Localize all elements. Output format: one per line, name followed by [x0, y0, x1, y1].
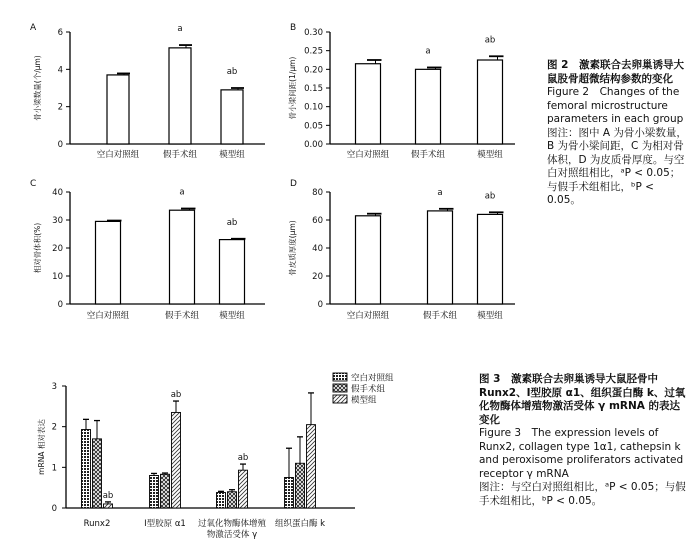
fig3-legend-swatch: [333, 384, 347, 392]
panel-a-bar: [169, 48, 191, 144]
fig3-category-label: Ⅰ型胶原 α1: [144, 519, 186, 529]
panel-a-letter: A: [30, 23, 37, 33]
fig3-y-axis-label: mRNA 相对表达: [37, 419, 46, 475]
panel-b-y-tick-label: 0.10: [304, 102, 323, 113]
panel-b-y-tick-label: 0.25: [304, 46, 323, 57]
fig3-y-tick-label: 0: [51, 504, 57, 514]
panel-c-category-label: 模型组: [219, 311, 245, 321]
panel-c-bar: [220, 240, 245, 304]
panel-c-y-tick-label: 0: [57, 300, 63, 310]
panel-c-y-tick-label: 20: [52, 244, 63, 254]
panel-d-category-label: 假手术组: [422, 311, 458, 321]
panel-b-category-label: 假手术组: [410, 150, 446, 160]
panel-b-bar: [416, 69, 441, 144]
fig3-bar: [296, 463, 305, 508]
fig3-bar: [161, 474, 170, 508]
panel-c-significance-label: a: [179, 187, 185, 198]
panel-c-y-axis-label: 相对骨体积(%): [33, 222, 42, 274]
panel-c-category-label: 假手术组: [164, 311, 200, 321]
fig3-significance-label: ab: [170, 390, 182, 401]
panel-d-bar: [428, 211, 453, 304]
panel-d-significance-label: a: [437, 187, 443, 198]
figure-2-note: 图注：图中 A 为骨小梁数量，B 为骨小梁间距，C 为相对骨体积，D 为皮质骨厚度。与空白对照组相比，ᵃP < 0.05；与假手术组相比，ᵇP < 0.05。: [547, 126, 687, 206]
panel-b-y-tick-label: 0.05: [304, 121, 323, 132]
panel-a-bar: [107, 75, 129, 144]
panel-d-category-label: 空白对照组: [346, 311, 390, 321]
panel-d-y-tick-label: 40: [312, 244, 323, 254]
fig3-legend-label: 模型组: [351, 395, 377, 406]
panel-a-significance-label: ab: [226, 67, 238, 77]
fig3-category-label: 过氧化物酶体增殖: [197, 519, 267, 529]
panel-c-y-tick-label: 30: [52, 216, 63, 226]
panel-c-letter: C: [30, 179, 37, 189]
fig3-bar: [217, 493, 226, 508]
fig3-category-label: 物激活受体 γ: [206, 530, 258, 540]
fig3-category-label: 组织蛋白酶 k: [274, 519, 326, 529]
figure-3-caption: [479, 373, 689, 508]
panel-c-bar: [96, 221, 121, 304]
panel-d-y-tick-label: 60: [312, 216, 323, 226]
panel-b-y-axis-label: 骨小梁间距(1/μm): [288, 56, 297, 120]
fig3-bar: [285, 478, 294, 509]
figure-3-title-cn: 图 3 激素联合去卵巢诱导大鼠胫骨中 Runx2、Ⅰ型胶原 α1、组织蛋白酶 k、过氧化物酶体增殖物激活受体 γ mRNA 的表达变化: [479, 373, 686, 426]
fig3-significance-label: ab: [237, 453, 249, 464]
panel-a-y-tick-label: 0: [57, 140, 63, 150]
fig3-bar: [228, 492, 237, 508]
fig3-bar: [239, 470, 248, 508]
fig3-y-tick-label: 1: [51, 463, 57, 474]
panel-a-category-label: 空白对照组: [96, 150, 140, 160]
panel-c-y-tick-label: 40: [52, 188, 63, 198]
panel-a-y-tick-label: 6: [57, 28, 63, 38]
panel-c-category-label: 空白对照组: [86, 311, 130, 321]
panel-b-category-label: 空白对照组: [346, 150, 390, 160]
panel-c-y-tick-label: 10: [52, 272, 63, 282]
fig3-significance-label: ab: [102, 490, 114, 501]
panel-b-bar: [356, 64, 381, 144]
fig3-legend-swatch: [333, 373, 347, 381]
panel-b-letter: B: [290, 23, 297, 33]
fig3-y-tick-label: 2: [51, 422, 57, 433]
panel-b-bar: [478, 60, 503, 144]
fig3-bar: [307, 425, 316, 508]
fig3-bar: [93, 439, 102, 508]
panel-a-y-axis-label: 骨小梁数量(个/μm): [33, 55, 42, 121]
fig3-bar: [82, 430, 91, 508]
panel-b-significance-label: a: [425, 46, 431, 57]
figure-3-title-en: Figure 3 The expression levels of Runx2, collagen type 1α1, cathepsin k and peroxisome proliferators activated receptor γ mRNA: [479, 427, 684, 480]
panel-d-significance-label: ab: [484, 191, 496, 202]
figure-2-caption: [547, 59, 687, 208]
panel-d-category-label: 模型组: [477, 311, 503, 321]
panel-d-y-tick-label: 0: [317, 300, 323, 310]
fig3-legend-label: 假手术组: [351, 384, 386, 395]
panel-b-y-tick-label: 0.00: [304, 140, 323, 150]
panel-c-significance-label: ab: [226, 217, 238, 228]
panel-d-letter: D: [290, 179, 297, 189]
panel-c-bar: [170, 210, 195, 304]
figure-2-title-en: Figure 2 Changes of the femoral microstructure parameters in each group: [547, 86, 684, 125]
panel-d-y-tick-label: 80: [312, 188, 323, 198]
panel-a-category-label: 模型组: [219, 150, 245, 160]
panel-b-significance-label: ab: [484, 35, 496, 46]
panel-a-y-tick-label: 4: [57, 65, 63, 76]
figure-2-title-cn: 图 2 激素联合去卵巢诱导大鼠股骨超微结构参数的变化: [547, 59, 684, 85]
panel-b-y-tick-label: 0.20: [304, 65, 323, 76]
panel-a-y-tick-label: 2: [57, 102, 63, 113]
panel-b-y-tick-label: 0.15: [304, 84, 323, 94]
fig3-bar: [150, 475, 159, 508]
panel-d-bar: [356, 216, 381, 304]
fig3-legend-label: 空白对照组: [351, 373, 394, 384]
fig3-y-tick-label: 3: [51, 382, 57, 392]
fig3-legend-swatch: [333, 395, 347, 403]
figure-3-note: 图注：与空白对照组相比，ᵃP < 0.05；与假手术组相比，ᵇP < 0.05。: [479, 481, 686, 507]
fig3-category-label: Runx2: [83, 519, 111, 529]
fig3-bar: [104, 504, 113, 508]
panel-a-significance-label: a: [177, 24, 183, 35]
panel-b-y-tick-label: 0.30: [304, 28, 323, 38]
panel-b-category-label: 模型组: [477, 150, 503, 160]
panel-a-bar: [221, 90, 243, 144]
panel-d-y-axis-label: 骨皮质厚度(μm): [288, 220, 297, 276]
panel-a-category-label: 假手术组: [162, 150, 198, 160]
fig3-bar: [172, 412, 181, 508]
panel-d-bar: [478, 214, 503, 304]
panel-d-y-tick-label: 20: [312, 272, 323, 282]
